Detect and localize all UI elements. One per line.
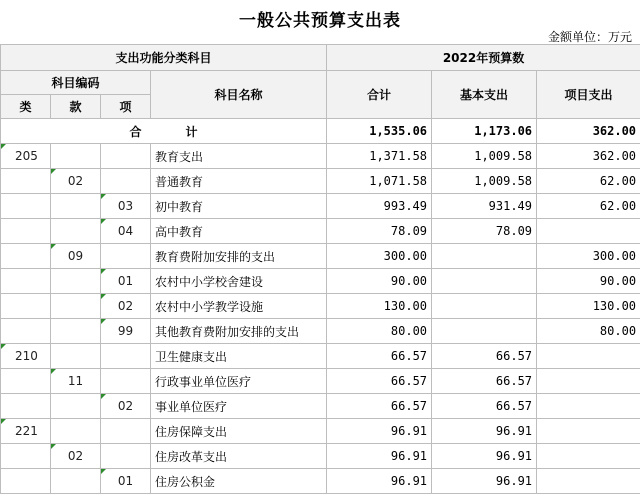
header-row-groups (1, 45, 640, 71)
total-label-part2: 计 (186, 125, 198, 139)
basic-expense-cell: 1,009.58 (432, 169, 537, 194)
total-cell: 96.91 (327, 444, 432, 469)
total-cell: 78.09 (327, 219, 432, 244)
basic-expense-cell (432, 269, 537, 294)
kuan-code-cell (51, 319, 101, 344)
table-row (1, 169, 640, 194)
basic-expense-cell: 1,009.58 (432, 144, 537, 169)
subject-name-cell: 其他教育费附加安排的支出 (151, 319, 327, 344)
subject-name-cell: 高中教育 (151, 219, 327, 244)
project-expense-cell (537, 444, 640, 469)
xiang-code-cell (101, 169, 151, 194)
project-expense-cell (537, 419, 640, 444)
project-expense-cell: 62.00 (537, 169, 640, 194)
table-row (1, 219, 640, 244)
kuan-code-cell: 02 (51, 444, 101, 469)
lei-header: 类 (1, 95, 51, 119)
subject-name-cell: 卫生健康支出 (151, 344, 327, 369)
project-expense-cell (537, 369, 640, 394)
kuan-code-cell: 11 (51, 369, 101, 394)
total-row (1, 119, 640, 144)
project-expense-cell: 130.00 (537, 294, 640, 319)
table-row (1, 394, 640, 419)
kuan-code-cell (51, 269, 101, 294)
project-expense-cell: 62.00 (537, 194, 640, 219)
kuan-header: 款 (51, 95, 101, 119)
basic-expense-cell: 96.91 (432, 419, 537, 444)
table-row (1, 469, 640, 494)
table-row (1, 419, 640, 444)
subject-name-header: 科目名称 (151, 71, 327, 119)
budget-table (0, 44, 640, 494)
xiang-code-cell (101, 244, 151, 269)
total-cell: 96.91 (327, 469, 432, 494)
subject-code-header: 科目编码 (1, 71, 151, 95)
subject-name-cell: 住房公积金 (151, 469, 327, 494)
xiang-code-cell: 02 (101, 394, 151, 419)
subject-name-cell: 教育费附加安排的支出 (151, 244, 327, 269)
basic-expense-cell (432, 244, 537, 269)
xiang-code-cell: 01 (101, 269, 151, 294)
total-label-part1: 合 (129, 125, 141, 139)
project-expense-cell: 90.00 (537, 269, 640, 294)
kuan-code-cell (51, 194, 101, 219)
xiang-header: 项 (101, 95, 151, 119)
xiang-code-cell: 03 (101, 194, 151, 219)
lei-code-cell (1, 244, 51, 269)
basic-expense-cell: 96.91 (432, 444, 537, 469)
lei-code-cell (1, 194, 51, 219)
lei-code-cell: 221 (1, 419, 51, 444)
kuan-code-cell: 09 (51, 244, 101, 269)
kuan-code-cell: 02 (51, 169, 101, 194)
table-row (1, 369, 640, 394)
lei-code-cell (1, 294, 51, 319)
xiang-code-cell: 99 (101, 319, 151, 344)
project-expense-cell: 80.00 (537, 319, 640, 344)
lei-code-cell (1, 369, 51, 394)
subject-name-cell: 行政事业单位医疗 (151, 369, 327, 394)
kuan-code-cell (51, 219, 101, 244)
table-row (1, 319, 640, 344)
kuan-code-cell (51, 419, 101, 444)
kuan-code-cell (51, 344, 101, 369)
table-row (1, 144, 640, 169)
table-row (1, 344, 640, 369)
total-cell: 80.00 (327, 319, 432, 344)
subject-name-cell: 普通教育 (151, 169, 327, 194)
project-expense-cell: 362.00 (537, 144, 640, 169)
basic-expense-cell: 96.91 (432, 469, 537, 494)
func-category-header: 支出功能分类科目 (1, 45, 327, 71)
kuan-code-cell (51, 294, 101, 319)
header-row-codes (1, 71, 640, 95)
xiang-code-cell (101, 419, 151, 444)
total-cell: 1,071.58 (327, 169, 432, 194)
lei-code-cell: 210 (1, 344, 51, 369)
xiang-code-cell (101, 369, 151, 394)
subject-name-cell: 住房改革支出 (151, 444, 327, 469)
basic-expense-cell (432, 294, 537, 319)
basic-expense-cell: 66.57 (432, 394, 537, 419)
lei-code-cell (1, 169, 51, 194)
total-cell: 66.57 (327, 394, 432, 419)
project-expense-cell (537, 219, 640, 244)
lei-code-cell: 205 (1, 144, 51, 169)
page-title: 一般公共预算支出表 (0, 6, 640, 31)
xiang-code-cell: 04 (101, 219, 151, 244)
project-expense-cell: 300.00 (537, 244, 640, 269)
total-cell: 1,371.58 (327, 144, 432, 169)
xiang-code-cell (101, 144, 151, 169)
table-row (1, 269, 640, 294)
project-expense-cell (537, 469, 640, 494)
basic-expense-cell: 78.09 (432, 219, 537, 244)
kuan-code-cell (51, 394, 101, 419)
basic-expense-header: 基本支出 (432, 71, 537, 119)
basic-expense-cell (432, 319, 537, 344)
total-cell: 90.00 (327, 269, 432, 294)
project-expense-header: 项目支出 (537, 71, 640, 119)
total-cell: 66.57 (327, 344, 432, 369)
xiang-code-cell: 02 (101, 294, 151, 319)
currency-unit-label: 金额单位：万元 (548, 28, 632, 45)
basic-expense-cell: 66.57 (432, 369, 537, 394)
subject-name-cell: 初中教育 (151, 194, 327, 219)
total-row-project: 362.00 (537, 119, 640, 144)
lei-code-cell (1, 469, 51, 494)
xiang-code-cell (101, 344, 151, 369)
year-budget-header: 2022年预算数 (327, 45, 640, 71)
total-row-label (1, 119, 327, 144)
table-row (1, 194, 640, 219)
subject-name-cell: 教育支出 (151, 144, 327, 169)
basic-expense-cell: 931.49 (432, 194, 537, 219)
lei-code-cell (1, 394, 51, 419)
table-row (1, 244, 640, 269)
kuan-code-cell (51, 144, 101, 169)
total-cell: 993.49 (327, 194, 432, 219)
lei-code-cell (1, 269, 51, 294)
project-expense-cell (537, 344, 640, 369)
total-row-total: 1,535.06 (327, 119, 432, 144)
total-cell: 300.00 (327, 244, 432, 269)
subject-name-cell: 事业单位医疗 (151, 394, 327, 419)
table-row (1, 444, 640, 469)
basic-expense-cell: 66.57 (432, 344, 537, 369)
total-cell: 130.00 (327, 294, 432, 319)
total-header: 合计 (327, 71, 432, 119)
subject-name-cell: 农村中小学教学设施 (151, 294, 327, 319)
total-row-basic: 1,173.06 (432, 119, 537, 144)
kuan-code-cell (51, 469, 101, 494)
lei-code-cell (1, 219, 51, 244)
table-row (1, 294, 640, 319)
total-cell: 96.91 (327, 419, 432, 444)
xiang-code-cell: 01 (101, 469, 151, 494)
lei-code-cell (1, 444, 51, 469)
subject-name-cell: 住房保障支出 (151, 419, 327, 444)
subject-name-cell: 农村中小学校舍建设 (151, 269, 327, 294)
lei-code-cell (1, 319, 51, 344)
total-cell: 66.57 (327, 369, 432, 394)
project-expense-cell (537, 394, 640, 419)
xiang-code-cell (101, 444, 151, 469)
